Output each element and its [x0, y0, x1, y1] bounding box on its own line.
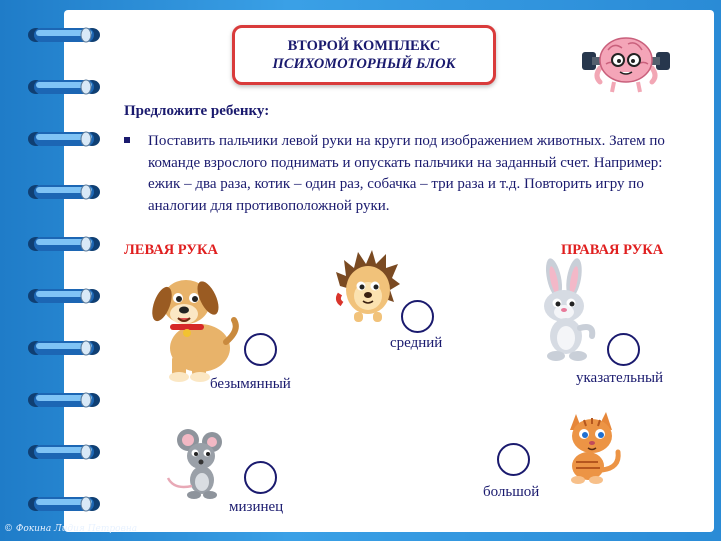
finger-circle-little[interactable]: [244, 461, 277, 494]
finger-circle-middle[interactable]: [401, 300, 434, 333]
spiral-ring-icon: [26, 181, 102, 203]
brain-mascot-icon: [578, 24, 674, 96]
finger-circle-thumb[interactable]: [497, 443, 530, 476]
left-hand-label: ЛЕВАЯ РУКА: [124, 242, 218, 258]
spiral-ring-icon: [26, 337, 102, 359]
finger-label-middle: средний: [390, 335, 443, 351]
rabbit-icon: [536, 258, 600, 362]
spiral-ring-icon: [26, 493, 102, 515]
finger-label-ring: безымянный: [210, 376, 291, 392]
instruction-bullet: [124, 131, 689, 217]
finger-label-index: указательный: [576, 370, 664, 386]
right-hand-label: ПРАВАЯ РУКА: [561, 242, 664, 258]
copyright-text: © Фокина Лидия Петровна: [4, 524, 138, 534]
intro-heading: Предложите ребенку:: [124, 103, 270, 119]
title-line-2: ПСИХОМОТОРНЫЙ БЛОК: [272, 56, 456, 72]
spiral-ring-icon: [26, 24, 102, 46]
mouse-icon: [164, 426, 230, 500]
cat-icon: [554, 404, 628, 486]
finger-circle-index[interactable]: [607, 333, 640, 366]
spiral-ring-icon: [26, 76, 102, 98]
hedgehog-icon: [334, 246, 402, 326]
spiral-ring-icon: [26, 389, 102, 411]
title-box: [232, 25, 496, 85]
spiral-ring-icon: [26, 285, 102, 307]
title-line-1: ВТОРОЙ КОМПЛЕКС: [287, 38, 441, 54]
dog-icon: [150, 270, 242, 382]
spiral-ring-icon: [26, 441, 102, 463]
bullet-marker: [124, 137, 130, 143]
finger-label-little: мизинец: [229, 499, 284, 515]
finger-circle-ring[interactable]: [244, 333, 277, 366]
finger-label-thumb: большой: [483, 484, 540, 500]
instruction-text: Поставить пальчики левой руки на круги под изображением животных. Затем по команде взрослого поднимать и опускать пальчики на заданный счет. Например: ежик – два раза, котик – один раз, собачка – три раза и т.д. Повторить игру по аналогии для противоположной руки.: [148, 133, 665, 214]
spiral-ring-icon: [26, 128, 102, 150]
spiral-ring-icon: [26, 233, 102, 255]
